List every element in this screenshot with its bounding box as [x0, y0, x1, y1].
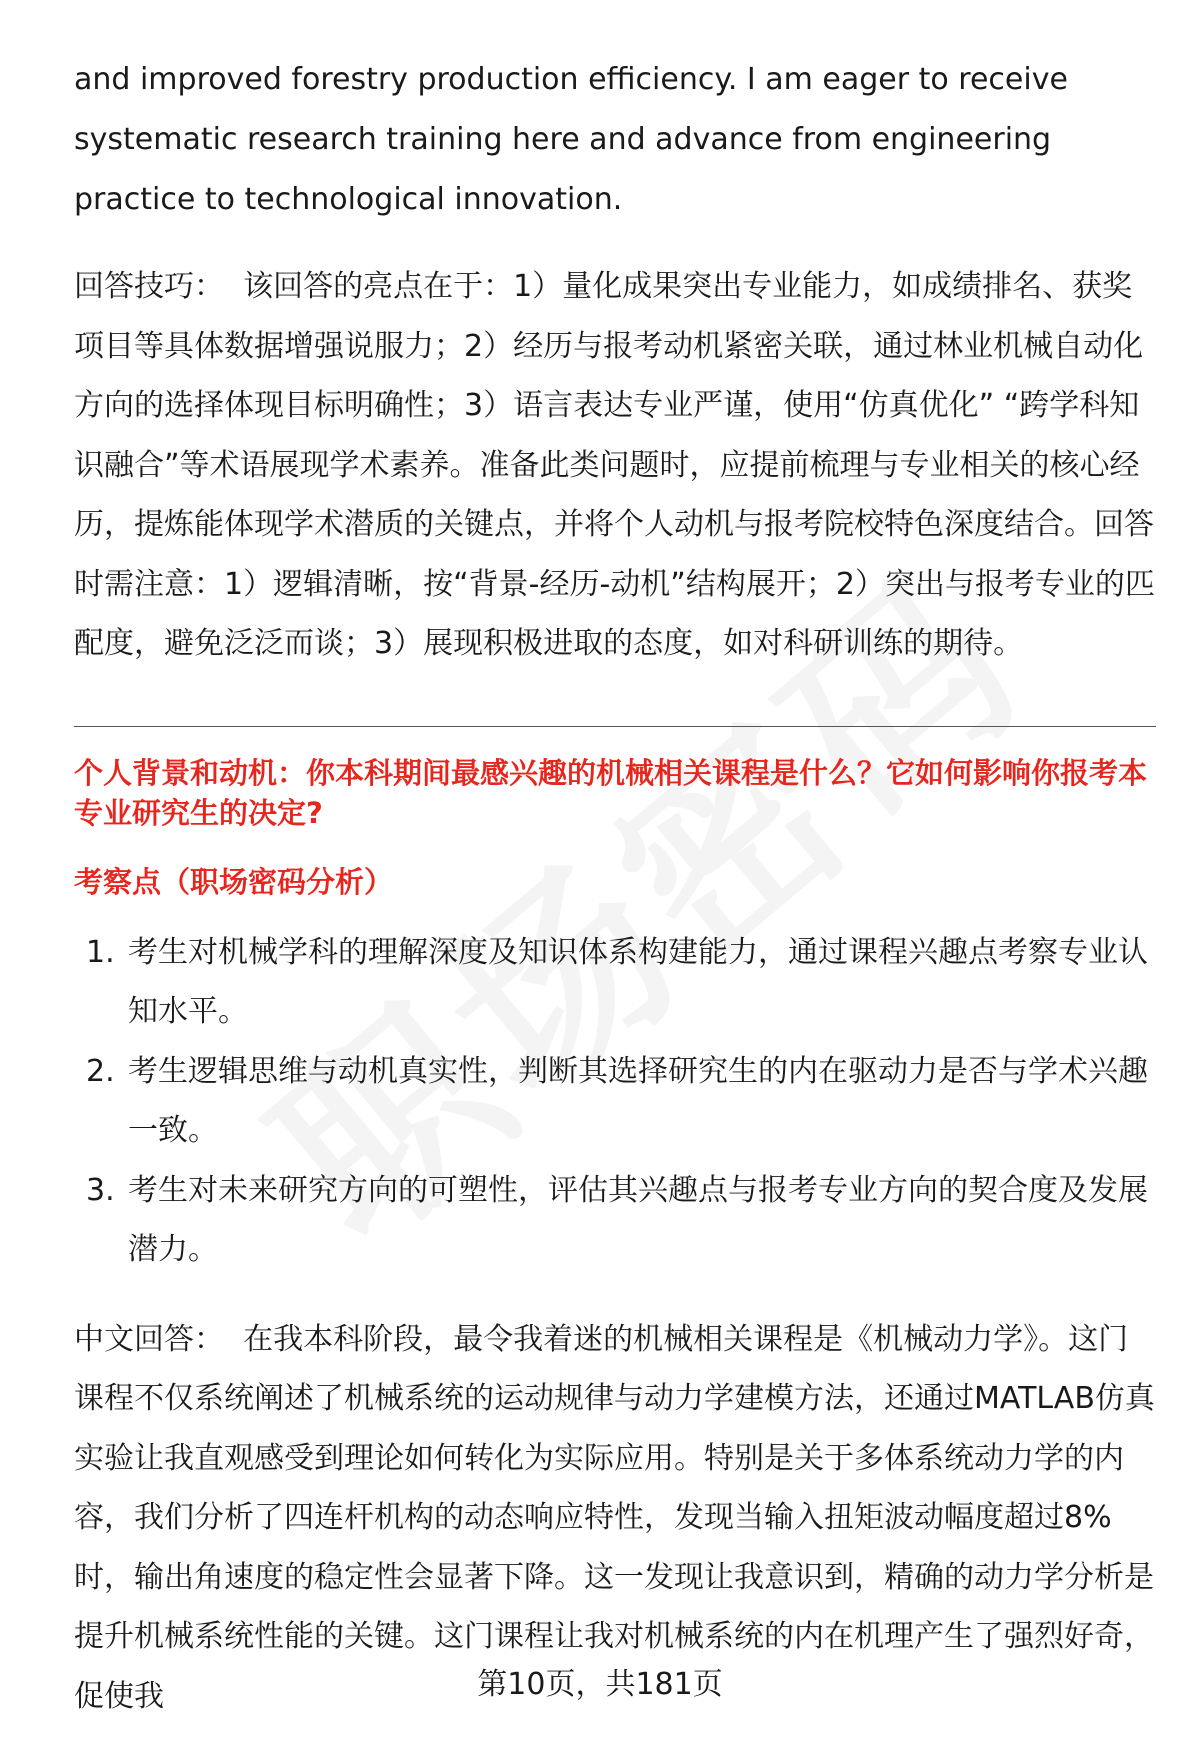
list-item: [74, 1042, 1156, 1161]
tips-paragraph: [74, 257, 1156, 674]
tips-text: 该回答的亮点在于：1）量化成果突出专业能力，如成绩排名、获奖项目等具体数据增强说服力；2）经历与报考动机紧密关联，通过林业机械自动化方向的选择体现目标明确性；3）语言表达专业严谨，使用“仿真优化” “跨学科知识融合”等术语展现学术素养。准备此类问题时，应提前梳理与专业相关的核心经历，提炼能体现学术潜质的关键点，并将个人动机与报考院校特色深度结合。回答时需注意：1）逻辑清晰，按“背景-经历-动机”结构展开；2）突出与报考专业的匹配度，避免泛泛而谈；3）展现积极进取的态度，如对科研训练的期待。: [74, 269, 1155, 661]
list-item-number: 2.: [86, 1053, 115, 1089]
continuation-paragraph: and improved forestry production efficiency. I am eager to receive systematic research training here and advance from engineering practice to technological innovation.: [74, 62, 1068, 217]
list-item-text: 考生逻辑思维与动机真实性，判断其选择研究生的内在驱动力是否与学术兴趣一致。: [128, 1053, 1148, 1148]
page-content: [74, 50, 1156, 1726]
list-item-text: 考生对未来研究方向的可塑性，评估其兴趣点与报考专业方向的契合度及发展潜力。: [128, 1172, 1148, 1267]
assessment-heading: 考察点（职场密码分析）: [74, 864, 394, 899]
section-divider: [74, 726, 1156, 727]
list-item: [74, 1161, 1156, 1280]
answer-text: 在我本科阶段，最令我着迷的机械相关课程是《机械动力学》。这门课程不仅系统阐述了机械系统的运动规律与动力学建模方法，还通过MATLAB仿真实验让我直观感受到理论如何转化为实际应用。特别是关于多体系统动力学的内容，我们分析了四连杆机构的动态响应特性，发现当输入扭矩波动幅度超过8%时，输出角速度的稳定性会显著下降。这一发现让我意识到，精确的动力学分析是提升机械系统性能的关键。这门课程让我对机械系统的内在机理产生了强烈好奇，促使我: [74, 1321, 1155, 1714]
answer-label: 中文回答：: [74, 1321, 224, 1357]
list-item-text: 考生对机械学科的理解深度及知识体系构建能力，通过课程兴趣点考察专业认知水平。: [128, 934, 1148, 1029]
answer-paragraph: [74, 1310, 1156, 1727]
list-item: [74, 923, 1156, 1042]
question-heading: 个人背景和动机：你本科期间最感兴趣的机械相关课程是什么？它如何影响你报考本专业研究生的决定?: [74, 755, 1148, 830]
page-footer: 第10页，共181页: [477, 1667, 723, 1702]
list-item-number: 3.: [86, 1172, 115, 1208]
tips-label: 回答技巧：: [74, 269, 224, 304]
assessment-list: [74, 923, 1156, 1280]
list-item-number: 1.: [86, 934, 115, 970]
